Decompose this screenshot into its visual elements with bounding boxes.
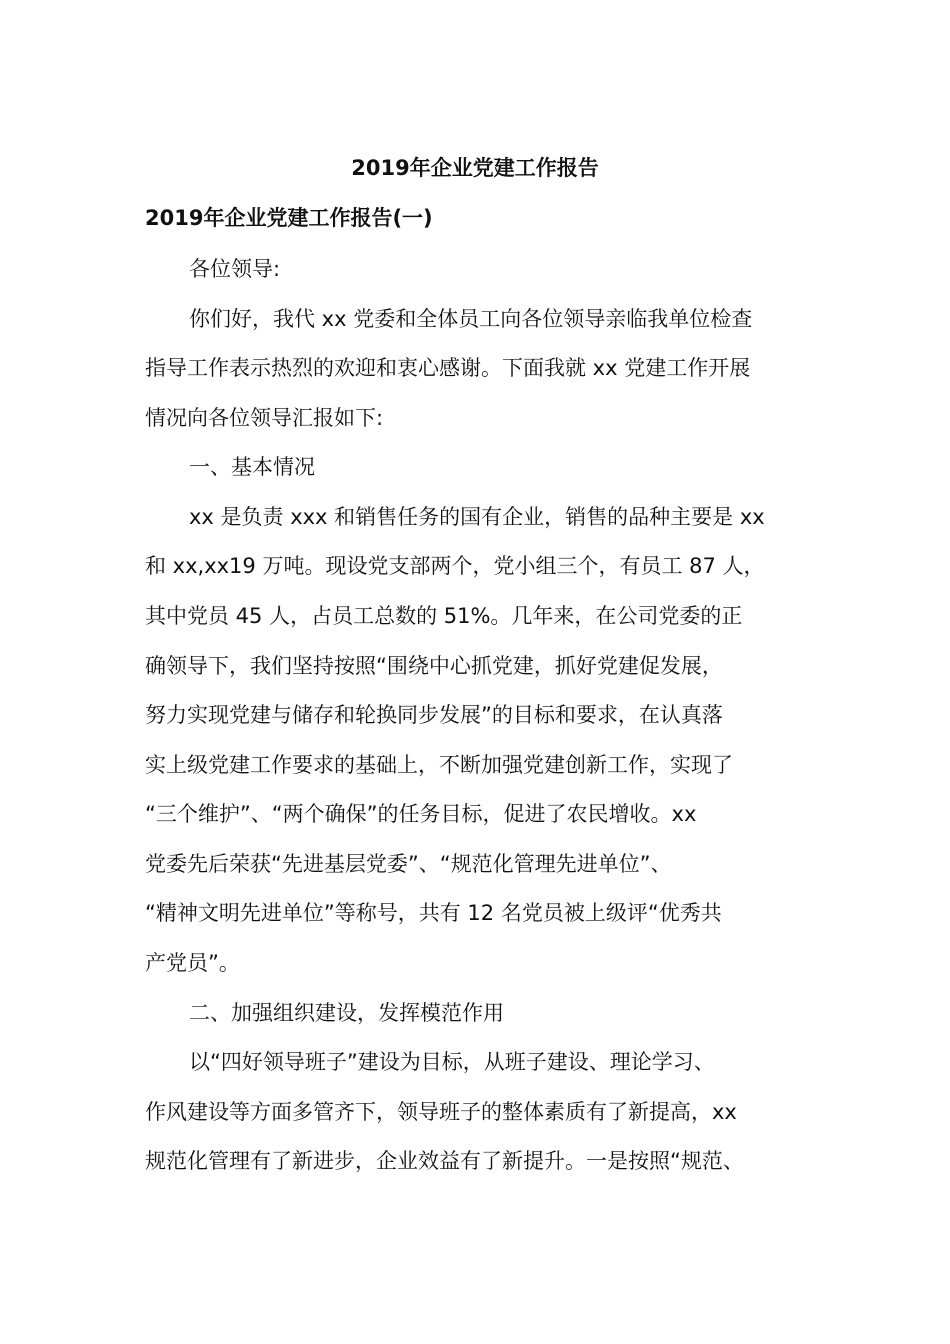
paragraph-line: “精神文明先进单位”等称号，共有 12 名党员被上级评“优秀共	[145, 901, 722, 925]
paragraph-line: 规范化管理有了新进步，企业效益有了新提升。一是按照“规范、	[145, 1149, 744, 1173]
paragraph-line: 和 xx,xx19 万吨。现设党支部两个，党小组三个，有员工 87 人，	[145, 554, 765, 578]
paragraph-line: 产党员”。	[145, 951, 240, 975]
paragraph-line: 党委先后荣获“先进基层党委”、“规范化管理先进单位”、	[145, 852, 672, 876]
paragraph-line: xx 是负责 xxx 和销售任务的国有企业，销售的品种主要是 xx	[189, 505, 765, 529]
paragraph-line: 努力实现党建与储存和轮换同步发展”的目标和要求，在认真落	[145, 703, 723, 727]
paragraph-line: “三个维护”、“两个确保”的任务目标，促进了农民增收。xx	[145, 802, 697, 826]
subheading-line: 二、加强组织建设，发挥模范作用	[189, 1001, 504, 1025]
section-heading: 2019年企业党建工作报告(一)	[145, 206, 433, 230]
subheading-line: 一、基本情况	[189, 455, 315, 479]
salutation-line: 各位领导:	[189, 257, 281, 281]
document-title: 2019年企业党建工作报告	[351, 156, 599, 180]
paragraph-line: 确领导下，我们坚持按照“围绕中心抓党建，抓好党建促发展，	[145, 654, 723, 678]
paragraph-line: 情况向各位领导汇报如下:	[145, 406, 384, 430]
paragraph-line: 指导工作表示热烈的欢迎和衷心感谢。下面我就 xx 党建工作开展	[145, 356, 751, 380]
paragraph-line: 其中党员 45 人，占员工总数的 51%。几年来，在公司党委的正	[145, 604, 743, 628]
paragraph-line: 你们好，我代 xx 党委和全体员工向各位领导亲临我单位检查	[189, 307, 753, 331]
paragraph-line: 以“四好领导班子”建设为目标，从班子建设、理论学习、	[189, 1050, 715, 1074]
paragraph-line: 实上级党建工作要求的基础上，不断加强党建创新工作，实现了	[145, 753, 733, 777]
paragraph-line: 作风建设等方面多管齐下，领导班子的整体素质有了新提高，xx	[145, 1100, 737, 1124]
